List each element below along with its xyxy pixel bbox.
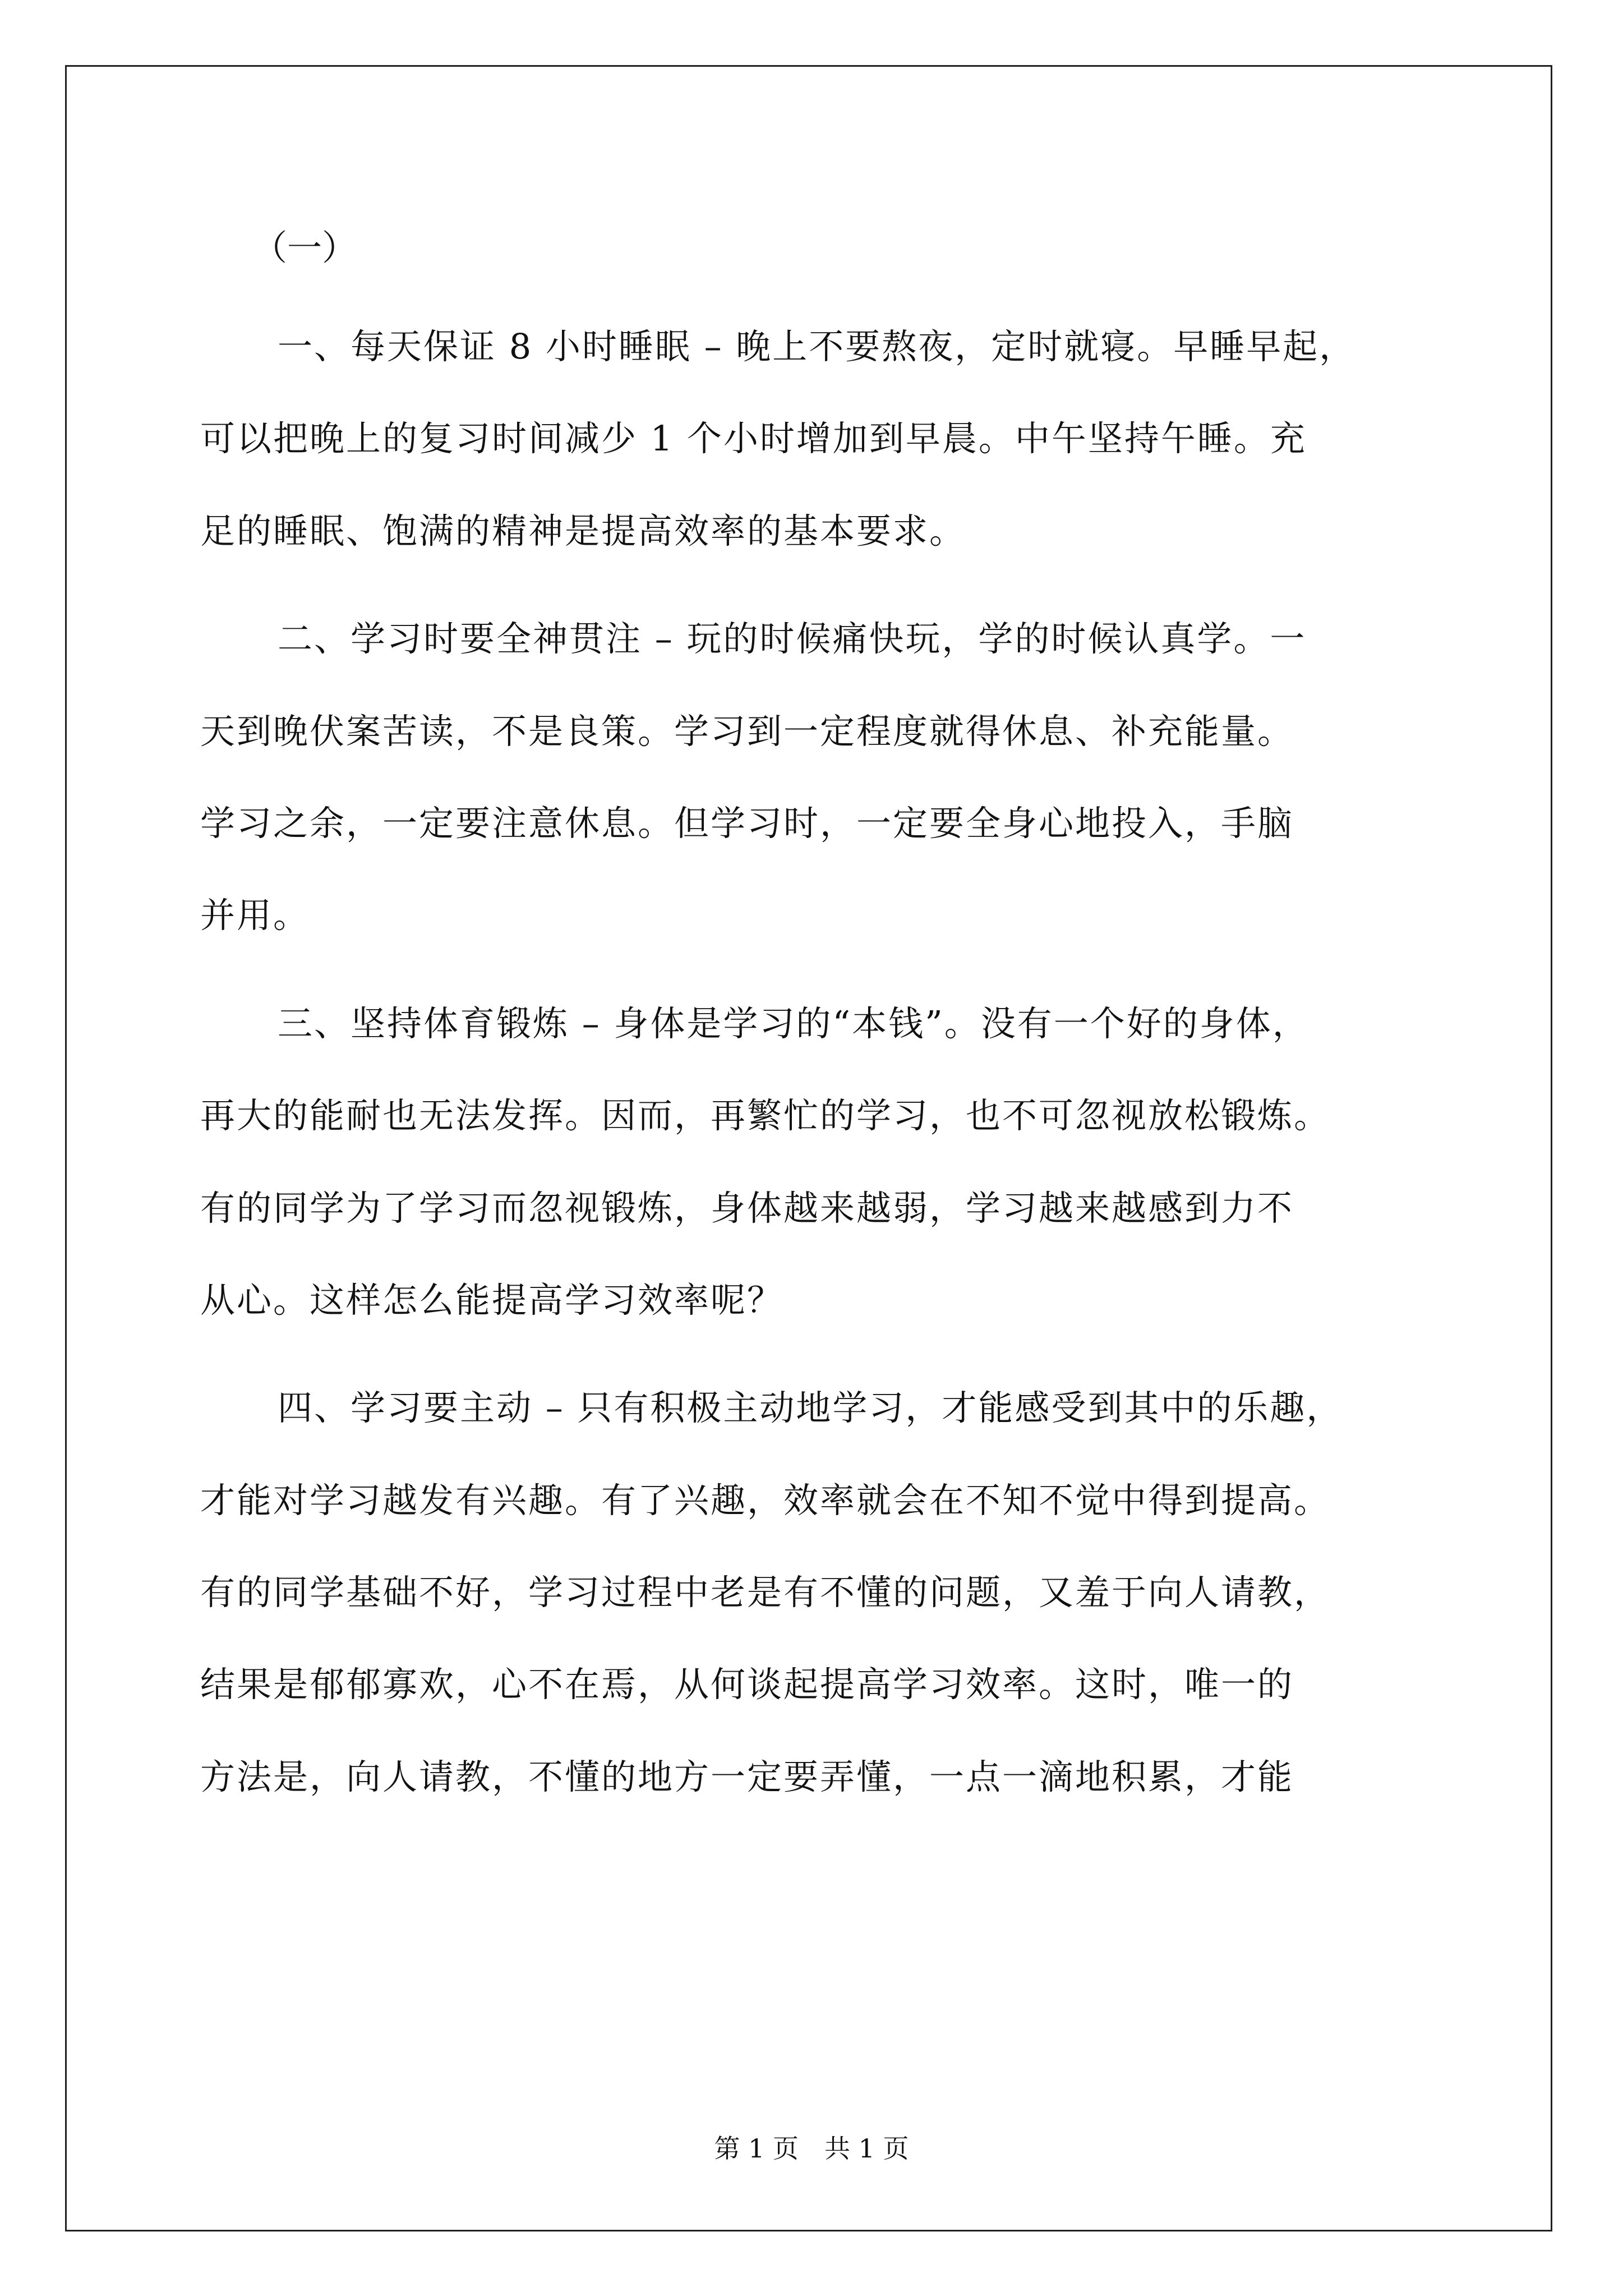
paragraph-line: 可以把晚上的复习时间减少 1 个小时增加到早晨。中午坚持午睡。充	[200, 418, 1307, 459]
paragraph-line: 才能对学习越发有兴趣。有了兴趣，效率就会在不知不觉中得到提高。	[200, 1479, 1331, 1521]
paragraph-line: 结果是郁郁寡欢，心不在焉，从何谈起提高学习效率。这时，唯一的	[200, 1664, 1294, 1705]
paragraph-line: 有的同学为了学习而忽视锻炼，身体越来越弱，学习越来越感到力不	[200, 1187, 1294, 1228]
paragraph-3	[200, 962, 1490, 1347]
paragraph-line: 学习之余，一定要注意休息。但学习时，一定要全身心地投入，手脑	[200, 802, 1294, 844]
paragraph-line: 二、学习时要全神贯注 – 玩的时候痛快玩，学的时候认真学。一	[278, 618, 1307, 660]
paragraph-1	[200, 285, 1490, 577]
paragraph-4	[200, 1346, 1490, 1823]
page-number-footer: 第 1 页 共 1 页	[714, 2133, 909, 2164]
paragraph-line: 一、每天保证 8 小时睡眠 – 晚上不要熬夜，定时就寝。早睡早起，	[278, 326, 1356, 367]
paragraph-2	[200, 577, 1490, 962]
paragraph-line: 从心。这样怎么能提高学习效率呢？	[200, 1279, 784, 1320]
paragraph-line: 并用。	[200, 895, 310, 936]
paragraph-line: 有的同学基础不好，学习过程中老是有不懂的问题，又羞于向人请教，	[200, 1572, 1331, 1613]
paragraph-line: 天到晚伏案苦读，不是良策。学习到一定程度就得休息、补充能量。	[200, 710, 1294, 752]
paragraph-line: 三、坚持体育锻炼 – 身体是学习的“本钱”。没有一个好的身体，	[278, 1002, 1309, 1044]
paragraph-line: 方法是，向人请教，不懂的地方一定要弄懂，一点一滴地积累，才能	[200, 1756, 1294, 1797]
paragraph-line: 足的睡眠、饱满的精神是提高效率的基本要求。	[200, 510, 966, 551]
document-body	[200, 211, 1490, 1823]
paragraph-line: 再大的能耐也无法发挥。因而，再繁忙的学习，也不可忽视放松锻炼。	[200, 1095, 1331, 1137]
paragraph-line: 四、学习要主动 – 只有积极主动地学习，才能感受到其中的乐趣，	[278, 1387, 1343, 1429]
section-heading: （一）	[252, 227, 357, 268]
